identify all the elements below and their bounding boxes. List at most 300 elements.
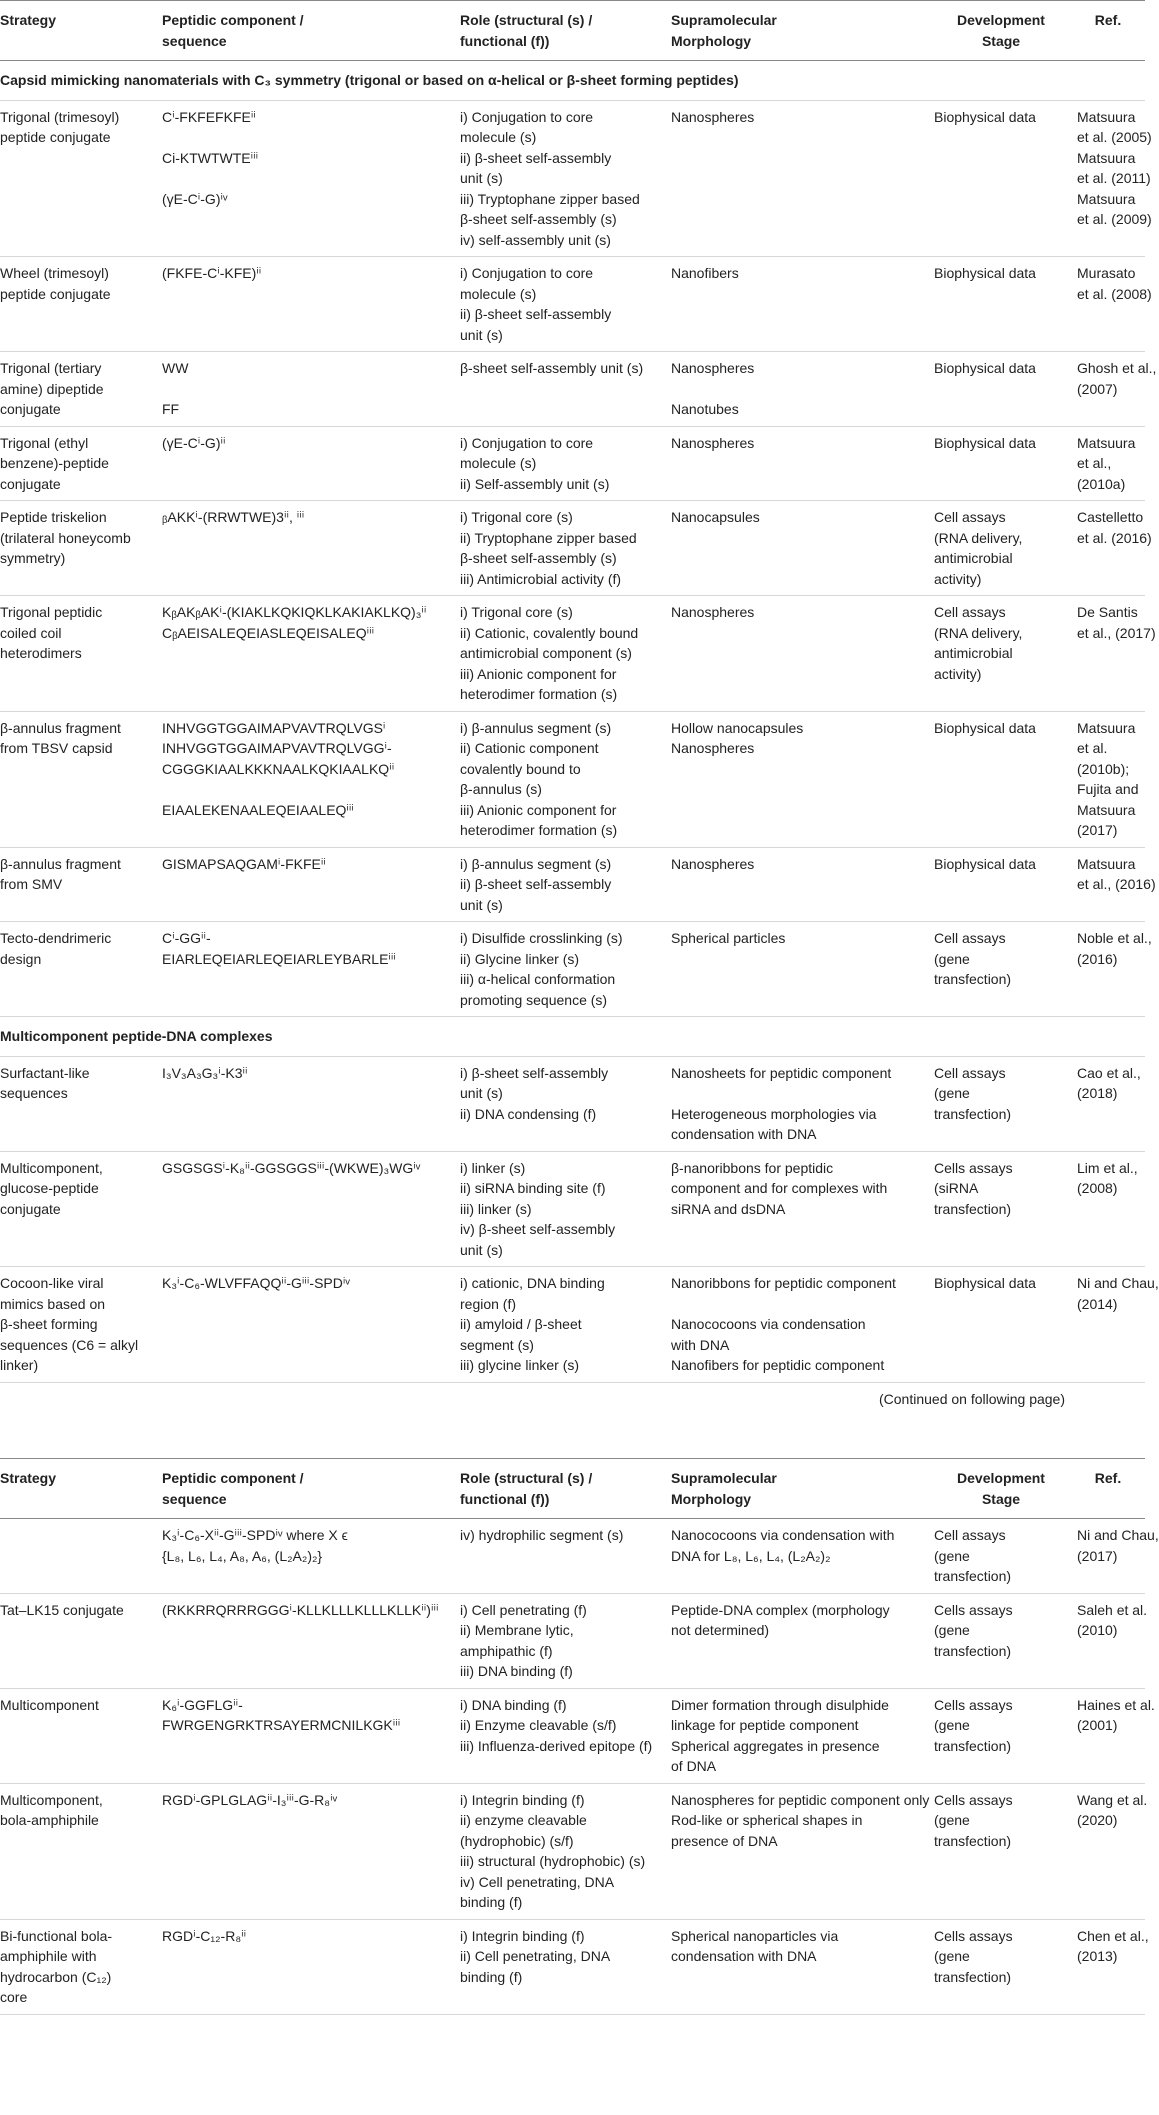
cell-line: mimics based on [0,1295,106,1312]
development-stage-cell [931,1519,1074,1594]
development-stage-cell [931,596,1074,712]
cell-line: Cells assays [934,1601,1013,1618]
cell-line: Peptide triskelion [0,509,107,525]
development-stage-cell [931,501,1074,596]
cell-line: iii) Tryptophane zipper based [460,190,640,207]
morphology-cell [668,501,931,596]
table-row [0,1519,1145,1594]
cell-line: (2017) [1077,1547,1118,1564]
cell-line: Matsuura [1077,149,1136,166]
cell-line: ii) β-sheet self-assembly [460,876,612,892]
development-stage-cell [931,426,1074,501]
cell-line: bola-amphiphile [0,1812,99,1828]
strategy-cell [0,1783,159,1919]
morphology-cell [668,711,931,847]
cell-line: Spherical aggregates in presence [671,1737,880,1754]
cell-line: i) β-sheet self-assembly [460,1064,609,1081]
morphology-cell [668,1151,931,1267]
morphology-cell [668,1783,931,1919]
development-stage-cell [931,1151,1074,1267]
cell-line: Lim et al., [1077,1159,1138,1176]
role-cell [457,1593,668,1688]
table-row [0,596,1145,712]
cell-line: iii) structural (hydrophobic) (s) [460,1853,646,1869]
cell-line: Nanosheets for peptidic component [671,1064,892,1081]
cell-line: Biophysical data [934,1275,1036,1291]
cell-line: iii) Anionic component for [460,801,617,818]
header-morphology: Supramolecular Morphology [668,1,931,61]
cell-line: Cells assays [934,1696,1013,1713]
reference-cell [1074,922,1152,1017]
cell-line: RGDⁱ-GPLGLAGⁱⁱ-I₃ⁱⁱⁱ-G-R₈ⁱᵛ [162,1791,338,1808]
table-row [0,352,1145,427]
cell-line: unit (s) [460,896,503,913]
cell-line: transfection) [934,1105,1012,1122]
cell-line: i) Trigonal core (s) [460,604,573,620]
strategy-cell [0,100,159,257]
sequence-cell [159,501,457,596]
cell-line: (gene [934,1948,970,1964]
cell-line: Nanospheres [671,855,755,872]
morphology-cell [668,100,931,257]
cell-line: ii) Cationic component [460,740,599,756]
cell-line: not determined) [671,1622,770,1638]
cell-line: Trigonal (trimesoyl) [0,108,120,125]
cell-line: ii) Cationic, covalently bound [460,624,639,641]
cell-line: unit (s) [460,1241,503,1258]
sequence-cell [159,1267,457,1383]
cell-line: CᵦAEISALEQEIASLEQEISALEQⁱⁱⁱ [162,624,375,641]
cell-line: Matsuura [1077,190,1136,207]
header-strategy: Strategy [0,1459,159,1519]
cell-line: activity) [934,570,982,587]
cell-line: et al. (2005) [1077,129,1152,145]
cell-line: Spherical nanoparticles via [671,1927,839,1944]
cell-line: iii) α-helical conformation [460,971,616,987]
cell-line: antimicrobial [934,645,1013,661]
strategy-cell [0,1919,159,2014]
cell-line: β-sheet self-assembly unit (s) [460,360,644,376]
role-cell [457,1783,668,1919]
role-cell [457,1151,668,1267]
cell-line: Haines et al. [1077,1696,1155,1713]
cell-line: molecule (s) [460,455,537,471]
strategy-cell [0,257,159,352]
cell-line: iii) Antimicrobial activity (f) [460,570,622,587]
reference-cell [1074,1519,1159,1594]
strategy-cell [0,1267,159,1383]
cell-line: transfection) [934,1200,1012,1217]
reference-cell [1074,1783,1148,1919]
cell-line: et al., [1077,455,1112,471]
morphology-cell [668,1267,931,1383]
reference-cell [1074,1267,1159,1383]
cell-line: Wang et al. [1077,1791,1148,1808]
development-stage-cell [931,1267,1074,1383]
cell-line: Dimer formation through disulphide [671,1696,889,1713]
strategy-cell [0,922,159,1017]
sequence-cell [159,100,457,257]
cell-line: β-sheet self-assembly (s) [460,550,617,566]
cell-line: Trigonal (tertiary [0,360,102,376]
strategy-cell [0,1688,159,1783]
sequence-cell [159,352,457,427]
role-cell [457,501,668,596]
cell-line: Cⁱ-FKFEFKFEⁱⁱ [162,108,256,125]
cell-line: Tecto-dendrimeric [0,930,112,946]
cell-line: from SMV [0,876,63,892]
cell-line [671,1294,925,1315]
cell-line: DNA for L₈, L₆, L₄, (L₂A₂)₂ [671,1547,831,1564]
cell-line: ii) DNA condensing (f) [460,1105,597,1122]
cell-line: (gene [934,1812,970,1828]
cell-line: Nanospheres [671,740,755,756]
cell-line: et al. (2011) [1077,170,1151,186]
cell-line: et al. [1077,740,1108,756]
sequence-cell [159,711,457,847]
cell-line: Nanospheres [671,360,755,376]
role-cell [457,1267,668,1383]
cell-line: (2016) [1077,950,1118,967]
cell-line [162,127,451,148]
cell-line: FWRGENGRKTRSAYERMCNILKGKⁱⁱⁱ [162,1717,401,1733]
cell-line: Cao et al., [1077,1064,1141,1081]
cell-line: linkage for peptide component [671,1717,859,1733]
cell-line: i) Trigonal core (s) [460,509,573,525]
cell-line: WW [162,360,189,376]
cell-line: (2010b); [1077,760,1130,777]
cell-line: transfection) [934,1568,1012,1584]
development-stage-cell [931,352,1074,427]
cell-line: Matsuura [1077,108,1136,125]
strategy-cell [0,847,159,922]
sequence-cell [159,596,457,712]
strategy-cell [0,1519,159,1594]
cell-line: Nanospheres [671,604,755,620]
cell-line: INHVGGTGGAIMAPVAVTRQLVGGⁱ- [162,740,392,756]
cell-line: β-sheet self-assembly (s) [460,211,617,227]
cell-line: et al. (2008) [1077,285,1152,302]
cell-line: (2008) [1077,1180,1118,1196]
cell-line: EIAALEKENAALEQEIAALEQⁱⁱⁱ [162,801,354,818]
sequence-cell [159,257,457,352]
cell-line: design [0,950,42,967]
cell-line: β-sheet forming [0,1316,98,1332]
cell-line: K₃ⁱ-C₆-WLVFFAQQⁱⁱ-Gⁱⁱⁱ-SPDⁱᵛ [162,1275,350,1291]
cell-line: symmetry) [0,550,66,566]
table-row [0,847,1145,922]
role-cell [457,1519,668,1594]
cell-line: hydrocarbon (C₁₂) [0,1968,112,1985]
header-role: Role (structural (s) / functional (f)) [457,1,668,61]
sequence-cell [159,1688,457,1783]
cell-line: Saleh et al. [1077,1601,1148,1618]
sequence-cell [159,1151,457,1267]
cell-line: siRNA and dsDNA [671,1200,786,1217]
cell-line: i) Conjugation to core [460,108,594,125]
cell-line: EIARLEQEIARLEQEIARLEYBARLEⁱⁱⁱ [162,950,396,967]
cell-line [162,168,451,189]
cell-line: molecule (s) [460,129,537,145]
morphology-cell [668,1593,931,1688]
cell-line: Biophysical data [934,719,1036,736]
cell-line: GSGSGSⁱ-K₈ⁱⁱ-GGSGGSⁱⁱⁱ-(WKWE)₃WGⁱᵛ [162,1159,421,1176]
header-ref: Ref. [1074,1459,1145,1519]
cell-line: (trilateral honeycomb [0,529,131,546]
cell-line: iii) linker (s) [460,1200,532,1217]
reference-cell [1074,1151,1145,1267]
cell-line: (RNA delivery, [934,624,1023,641]
development-stage-cell [931,711,1074,847]
cell-line: (2010a) [1077,475,1126,492]
cell-line: unit (s) [460,170,503,186]
cell-line: Surfactant-like [0,1064,90,1081]
cell-line: i) DNA binding (f) [460,1696,567,1713]
cell-line: transfection) [934,971,1012,987]
cell-line: {L₈, L₆, L₄, A₈, A₆, (L₂A₂)₂} [162,1547,323,1564]
cell-line: Cell assays [934,509,1006,525]
role-cell [457,426,668,501]
cell-line: Ci-KTWTWTEⁱⁱⁱ [162,149,259,166]
cell-line: (gene [934,1547,970,1564]
sequence-cell [159,922,457,1017]
table-row [0,426,1145,501]
cell-line: ii) Enzyme cleavable (s/f) [460,1717,617,1733]
cell-line: et al., (2016) [1077,876,1156,892]
cell-line: Ni and Chau, [1077,1527,1159,1543]
cell-line: heterodimers [0,645,82,661]
cell-line: Nanofibers [671,265,739,281]
cell-line: core [0,1989,28,2005]
cell-line: Matsuura [1077,855,1136,872]
cell-line [671,1083,925,1104]
cell-line: K₃ⁱ-C₆-Xⁱⁱ-Gⁱⁱⁱ-SPDⁱᵛ where X ϵ [162,1527,348,1543]
cell-line: (siRNA [934,1180,979,1196]
morphology-cell [668,352,931,427]
cell-line: (gene [934,1717,970,1733]
cell-line: Biophysical data [934,265,1036,281]
cell-line: Cⁱ-GGⁱⁱ- [162,930,211,946]
cell-line: FF [162,401,180,417]
reference-cell [1074,100,1152,257]
cell-line: Bi-functional bola- [0,1927,113,1944]
development-stage-cell [931,847,1074,922]
cell-line: with DNA [671,1336,730,1353]
cell-line: antimicrobial component (s) [460,645,632,661]
table-row [0,100,1145,257]
cell-line: condensation with DNA [671,1126,817,1142]
cell-line: i) Integrin binding (f) [460,1791,585,1808]
cell-line: amphiphile with [0,1948,97,1964]
cell-line: Wheel (trimesoyl) [0,265,109,281]
role-cell [457,847,668,922]
role-cell [457,257,668,352]
cell-line: coiled coil [0,624,62,641]
cell-line: GISMAPSAQGAMⁱ-FKFEⁱⁱ [162,855,326,872]
cell-line: covalently bound to [460,760,581,777]
morphology-cell [668,426,931,501]
cell-line: et al., (2017) [1077,624,1156,641]
cell-line: conjugate [0,1200,61,1217]
strategy-cell [0,501,159,596]
cell-line: (hydrophobic) (s/f) [460,1832,574,1849]
cell-line: (2010) [1077,1622,1118,1638]
reference-cell [1074,352,1157,427]
cell-line: Biophysical data [934,108,1036,125]
morphology-cell [668,922,931,1017]
cell-line: (2020) [1077,1812,1118,1828]
table-part-2 [0,1458,1159,2015]
cell-line: Peptide-DNA complex (morphology [671,1601,890,1618]
cell-line: iv) self-assembly unit (s) [460,231,611,248]
cell-line: et al. (2009) [1077,211,1152,227]
cell-line: ii) amyloid / β-sheet [460,1316,582,1332]
cell-line: activity) [934,665,982,682]
cell-line: segment (s) [460,1336,534,1353]
morphology-cell [668,1919,931,2014]
table-row [0,1593,1145,1688]
cell-line: ii) Self-assembly unit (s) [460,475,610,492]
sequence-cell [159,426,457,501]
strategy-cell [0,1593,159,1688]
development-stage-cell [931,100,1074,257]
cell-line: condensation with DNA [671,1948,817,1964]
table-row [0,1056,1145,1151]
cell-line [162,779,451,800]
development-stage-cell [931,1919,1074,2014]
sequence-cell [159,1056,457,1151]
cell-line: component and for complexes with [671,1180,888,1196]
sequence-cell [159,1919,457,2014]
cell-line: (γE-Cⁱ-G)ⁱⁱ [162,434,226,451]
cell-line: Cell assays [934,604,1006,620]
cell-line: ii) β-sheet self-assembly [460,149,612,166]
cell-line [0,1525,153,1546]
development-stage-cell [931,257,1074,352]
cell-line: unit (s) [460,1085,503,1101]
cell-line: i) Conjugation to core [460,434,594,451]
cell-line: i) linker (s) [460,1159,526,1176]
role-cell [457,711,668,847]
cell-line: (2017) [1077,822,1118,838]
cell-line: i) Disulfide crosslinking (s) [460,930,623,946]
cell-line: Castelletto [1077,509,1144,525]
continued-note: (Continued on following page) [878,1390,1065,1407]
cell-line: ii) enzyme cleavable [460,1812,587,1828]
role-cell [457,1688,668,1783]
sequence-cell [159,1519,457,1594]
morphology-cell [668,1688,931,1783]
cell-line: β-annulus (s) [460,781,542,797]
reference-cell [1074,596,1156,712]
cell-line: promoting sequence (s) [460,991,608,1008]
cell-line: (2001) [1077,1717,1118,1733]
cell-line [162,379,451,400]
cell-line: glucose-peptide [0,1180,99,1196]
role-cell [457,1919,668,2014]
cell-line: amine) dipeptide [0,380,104,397]
reference-cell [1074,847,1156,922]
cell-line: (RKKRRQRRRGGGⁱ-KLLKLLLKLLLKLLKⁱⁱ)ⁱⁱⁱ [162,1601,439,1618]
cell-line: iv) Cell penetrating, DNA [460,1873,615,1890]
role-cell [457,922,668,1017]
header-development: Development Stage [931,1459,1074,1519]
cell-line: I₃V₃A₃G₃ⁱ-K3ⁱⁱ [162,1064,248,1081]
cell-line: Matsuura [1077,801,1136,818]
cell-line: Nanococoons via condensation [671,1316,866,1332]
cell-line: unit (s) [460,326,503,343]
cell-line: (2018) [1077,1085,1118,1101]
cell-line: Cell assays [934,930,1006,946]
cell-line: Matsuura [1077,719,1136,736]
cell-line: conjugate [0,475,61,492]
cell-line: heterodimer formation (s) [460,686,618,702]
strategy-cell [0,596,159,712]
cell-line: ii) Cell penetrating, DNA [460,1948,611,1964]
cell-line: Ni and Chau, [1077,1275,1159,1291]
cell-line: iii) DNA binding (f) [460,1663,573,1679]
reference-cell [1074,1593,1148,1688]
cell-line: (gene [934,950,970,967]
cell-line: Cells assays [934,1159,1013,1176]
cell-line [671,379,925,400]
cell-line: i) Cell penetrating (f) [460,1601,587,1618]
cell-line: Noble et al., [1077,930,1152,946]
cell-line: binding (f) [460,1894,523,1910]
cell-line: Biophysical data [934,434,1036,451]
cell-line: Cells assays [934,1927,1013,1944]
cell-line: ii) Tryptophane zipper based [460,529,637,546]
strategy-cell [0,1151,159,1267]
reference-cell [1074,257,1152,352]
cell-line: heterodimer formation (s) [460,822,618,838]
cell-line: (gene [934,1622,970,1638]
cell-line: Nanospheres [671,434,755,451]
cell-line: antimicrobial [934,550,1013,566]
table-row [0,1783,1145,1919]
cell-line: peptide conjugate [0,285,111,302]
cell-line: linker) [0,1357,39,1373]
header-peptidic: Peptidic component / sequence [159,1,457,61]
cell-line: presence of DNA [671,1832,778,1849]
role-cell [457,100,668,257]
cell-line: i) Integrin binding (f) [460,1927,585,1944]
strategy-cell [0,426,159,501]
cell-line: Murasato [1077,265,1136,281]
cell-line: Rod-like or spherical shapes in [671,1812,863,1828]
table-row [0,257,1145,352]
cell-line: transfection) [934,1968,1012,1985]
table-row [0,922,1145,1017]
table-header [0,1459,1145,1519]
cell-line: Nanofibers for peptidic component [671,1357,885,1373]
cell-line: CGGGKIAALKKKNAALKQKIAALKQⁱⁱ [162,760,395,777]
cell-line: transfection) [934,1737,1012,1754]
strategy-cell [0,352,159,427]
cell-line: Trigonal peptidic [0,604,103,620]
cell-line: Heterogeneous morphologies via [671,1105,877,1122]
cell-line: Biophysical data [934,855,1036,872]
development-stage-cell [931,922,1074,1017]
development-stage-cell [931,1783,1074,1919]
reference-cell [1074,426,1145,501]
cell-line: Matsuura [1077,434,1136,451]
cell-line: i) cationic, DNA binding [460,1275,605,1291]
sequence-cell [159,1593,457,1688]
cell-line: iii) Anionic component for [460,665,617,682]
cell-line: transfection) [934,1832,1012,1849]
development-stage-cell [931,1688,1074,1783]
